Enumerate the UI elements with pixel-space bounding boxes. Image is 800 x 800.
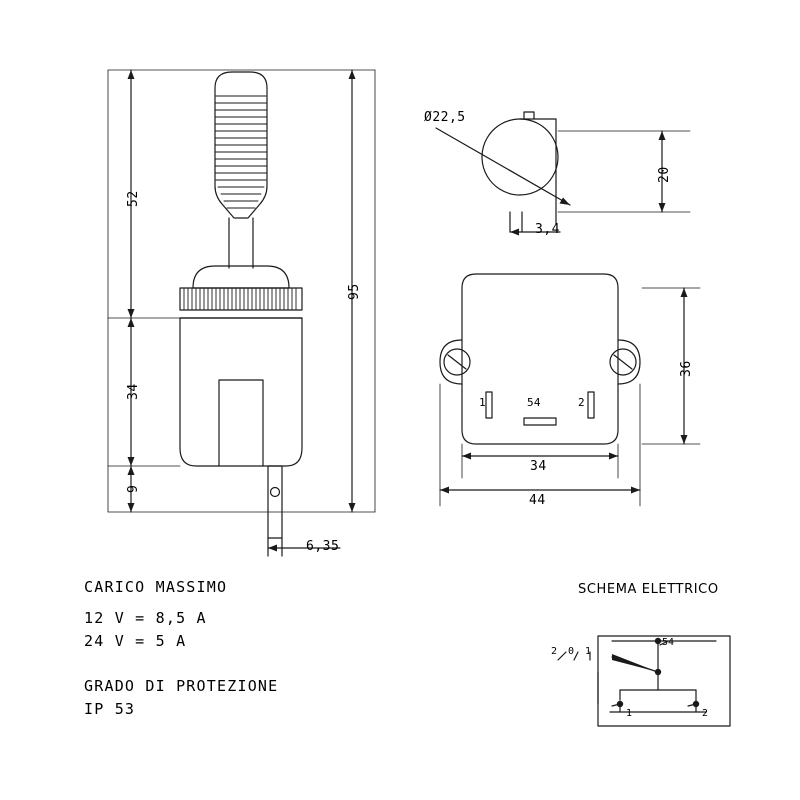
note-protection-value: IP 53 bbox=[84, 700, 136, 718]
threaded-collar bbox=[180, 288, 302, 310]
terminal-label-1: 1 bbox=[479, 396, 486, 409]
dim-label-34: 34 bbox=[126, 383, 141, 400]
dim-label-52: 52 bbox=[126, 190, 141, 207]
toggle-lever bbox=[215, 72, 267, 268]
schematic-terminal-2: 2 bbox=[702, 708, 709, 719]
note-load-line-1: 12 V = 8,5 A bbox=[84, 609, 207, 627]
schematic-position-1: 1 bbox=[585, 646, 592, 657]
schematic-terminal-54: 54 bbox=[662, 637, 675, 648]
note-load-title: CARICO MASSIMO bbox=[84, 578, 228, 596]
bottom-view-geometry bbox=[440, 274, 640, 444]
schematic-position-2: 2 bbox=[551, 646, 558, 657]
dim-label-36: 36 bbox=[679, 360, 694, 377]
dim-label-34b: 3,4 bbox=[535, 222, 560, 237]
schematic-position-0: 0 bbox=[568, 646, 575, 657]
dim-label-9: 9 bbox=[126, 484, 141, 493]
dim-label-34c: 34 bbox=[530, 459, 547, 474]
top-view-geometry bbox=[482, 112, 558, 232]
schematic-terminal-1: 1 bbox=[626, 708, 633, 719]
terminal-blade bbox=[268, 466, 282, 538]
dim-label-635: 6,35 bbox=[306, 539, 340, 554]
note-load-line-2: 24 V = 5 A bbox=[84, 632, 187, 650]
front-view-extension-lines bbox=[108, 70, 375, 512]
dim-label-95: 95 bbox=[347, 283, 362, 300]
terminal-label-2: 2 bbox=[578, 396, 585, 409]
dim-diameter-leader bbox=[436, 128, 570, 205]
dim-label-44: 44 bbox=[529, 493, 546, 508]
dim-label-20: 20 bbox=[657, 166, 672, 183]
schematic-title: SCHEMA ELETTRICO bbox=[578, 582, 719, 597]
terminal-label-54: 54 bbox=[527, 396, 541, 409]
switch-body bbox=[180, 318, 302, 466]
dim-label-diameter: Ø22,5 bbox=[424, 110, 466, 125]
bushing-dome bbox=[193, 266, 289, 288]
note-protection-title: GRADO DI PROTEZIONE bbox=[84, 677, 279, 695]
